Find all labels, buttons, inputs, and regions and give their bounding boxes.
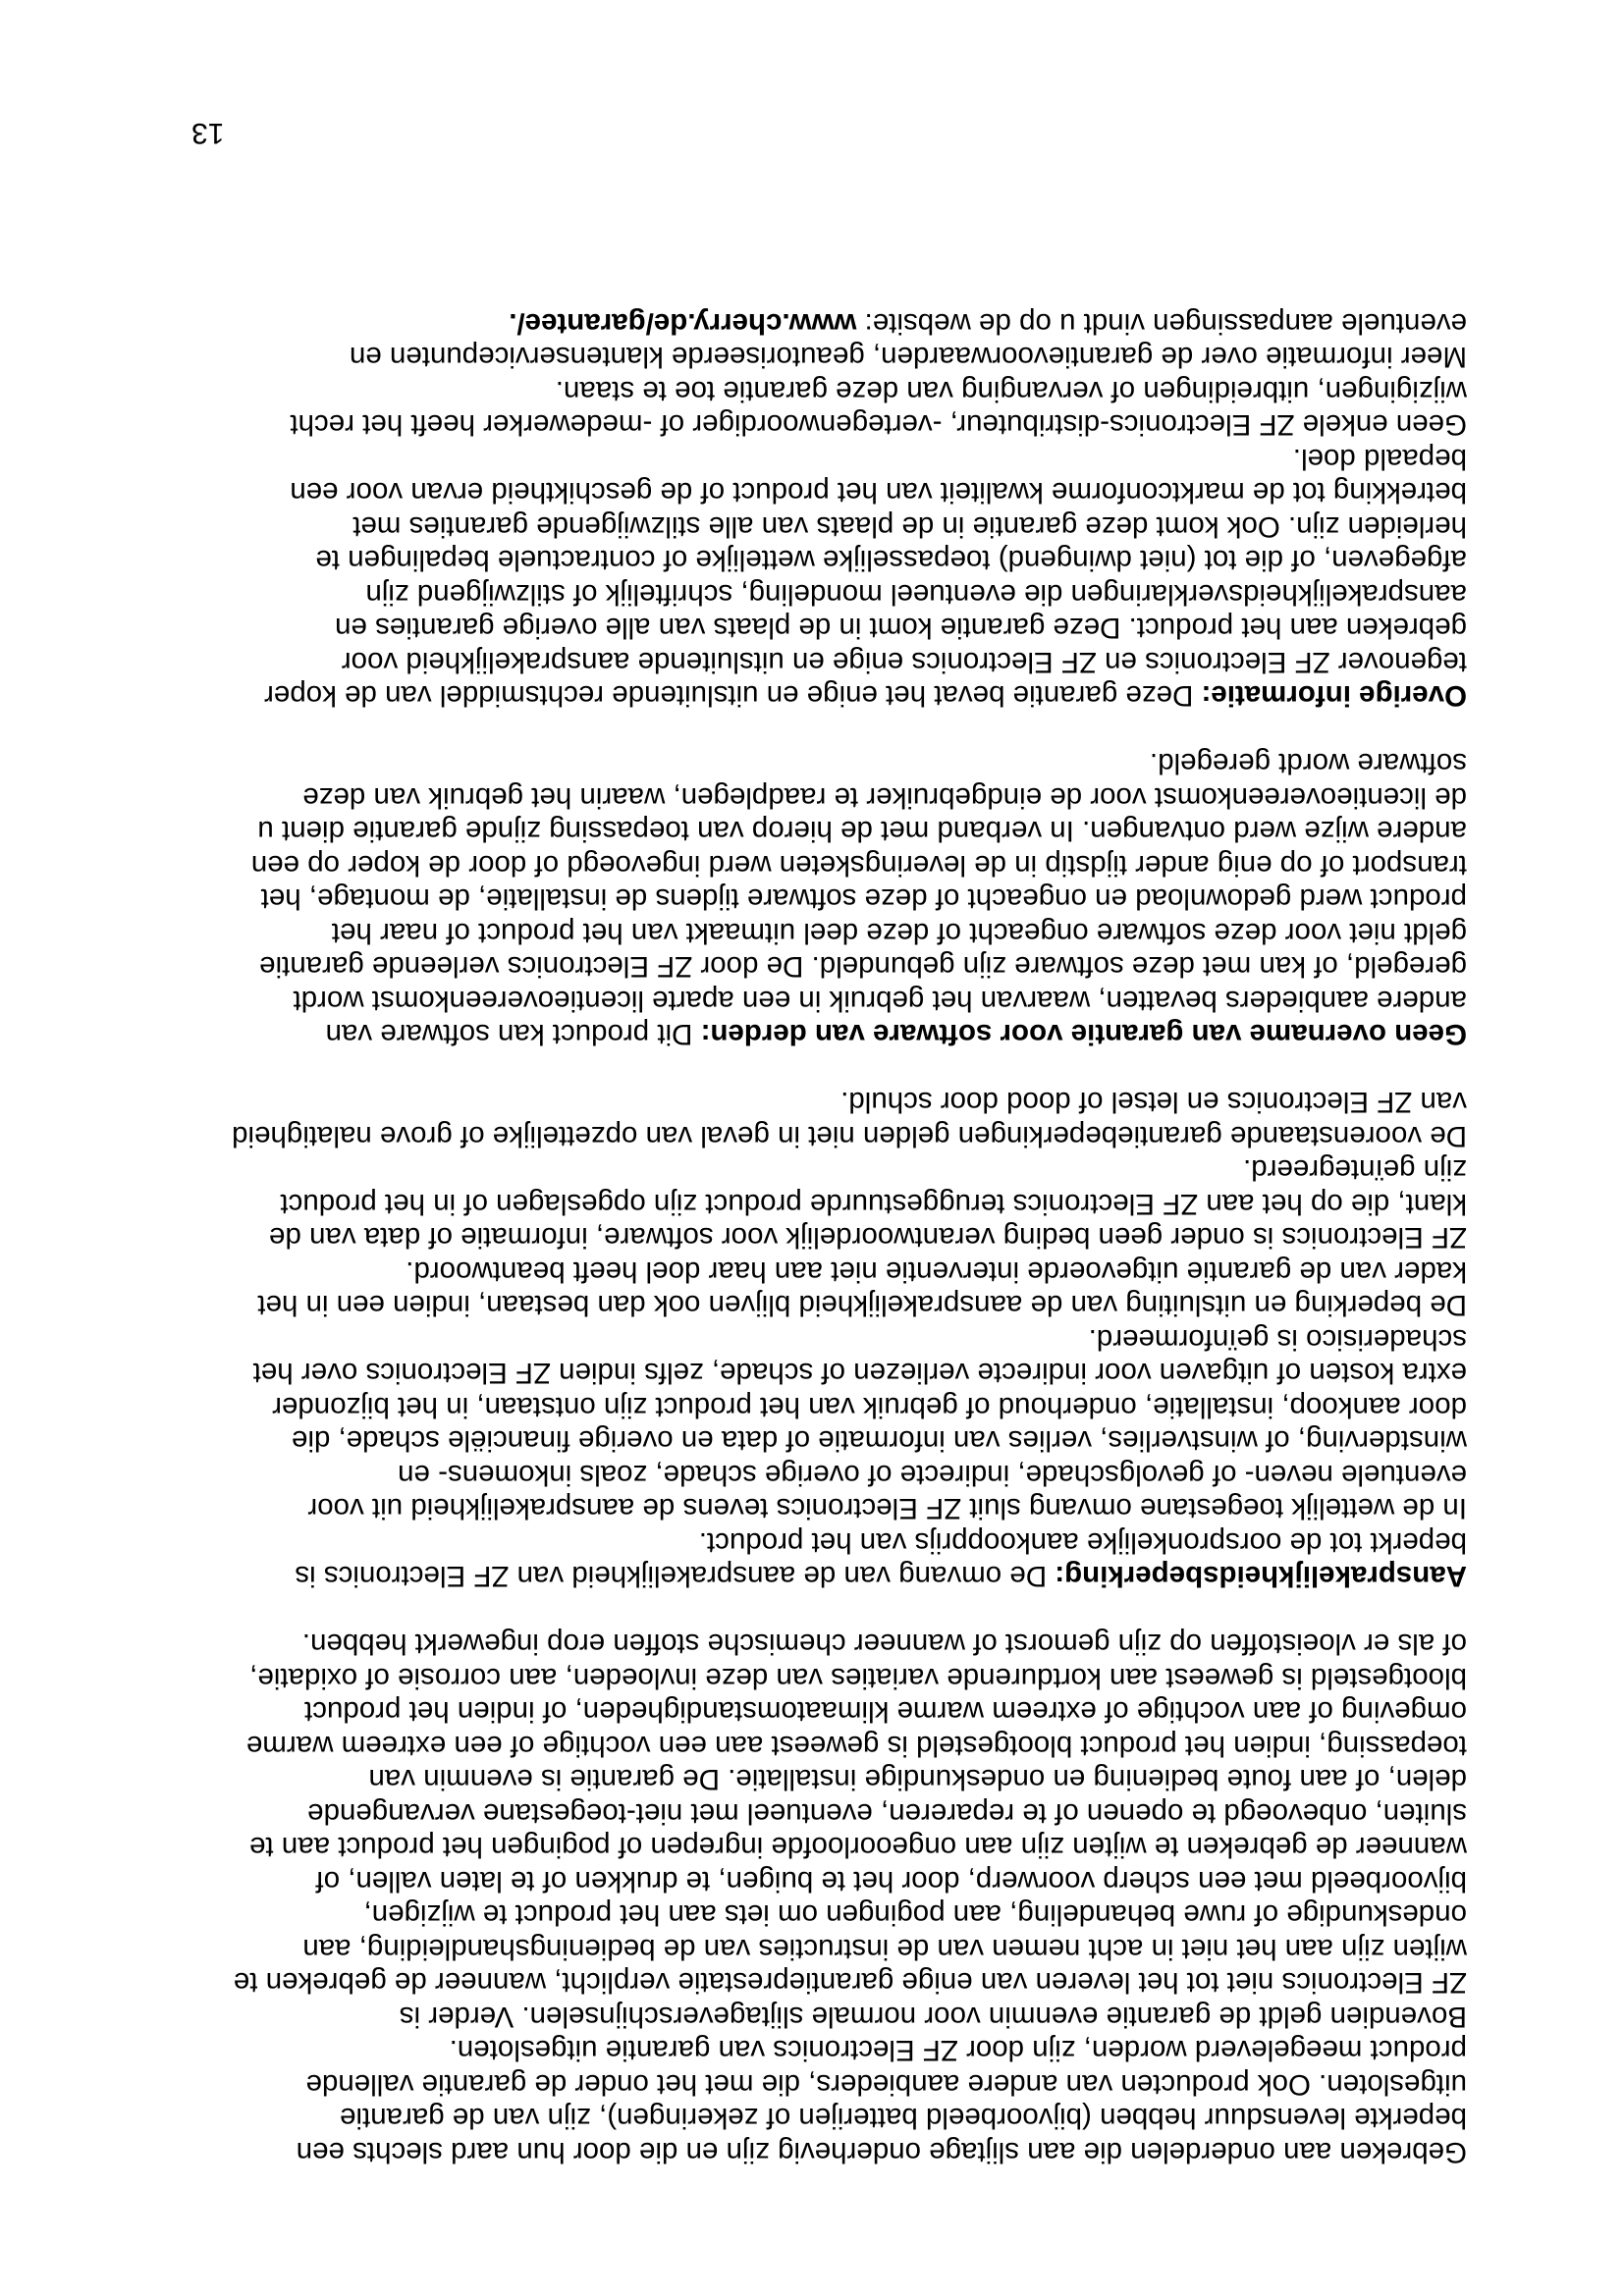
text-line: transport of op enig ander tijdstip in de leveringsketen werd ingevoegd of door de koper op een [250,849,1467,881]
text-line: wanneer de gebreken te wijten zijn aan ongeoorloofde ingrepen of pogingen het product aan te [249,1831,1467,1864]
text-line: van ZF Electronics en letsel of dood door schuld. [840,1086,1467,1119]
text-line: ZF Electronics is onder geen beding verantwoordelijk voor software, informatie of data van de [269,1221,1467,1255]
paragraph-defect-exclusions [112,1627,1467,2168]
text-run: eventuele aanpassingen vindt u op de website: [864,307,1467,340]
text-line: afgegeven, of die tot (niet dwingend) toepasselijke wettelijke of contractuele bepalingen te [315,544,1467,577]
text-run: Deze garantie bevat het enige en uitsluitende rechtsmiddel van de koper [264,679,1194,713]
text-line: de licentieovereenkomst voor de eindgebruiker te raadplegen, waarin het gebruik van deze [302,781,1467,814]
text-line: In de wettelijk toegestane omvang sluit ZF Electronics tevens de aansprakelijkheid uit voor [307,1492,1467,1525]
text-line: delen, of aan foute bediening en ondeskundige installatie. De garantie is evenmin van [368,1763,1467,1796]
text-line: toepassing, indien het product blootgesteld is geweest aan een vochtige of een extreem warme [245,1730,1467,1762]
text-line: gebreken aan het product. Deze garantie komt in de plaats van alle overige garanties en [335,612,1467,645]
text-line: door aankoop, installatie, onderhoud of gebruik van het product zijn ontstaan, in het bijzonder [272,1391,1467,1423]
text-line: geregeld, of kan met deze software zijn gebundeld. De door ZF Electronics verleende garantie [259,950,1467,984]
text-run: De omvang van de aansprakelijkheid van ZF Electronics is [295,1560,1048,1593]
text-line: ondeskundige of ruwe behandeling, aan pogingen om iets aan het product te wijzigen, [363,1898,1467,1932]
page-number: 13 [191,117,225,149]
text-line: winstderving, of winstverlies, verlies van informatie of data en overige financiële schade, die [291,1424,1467,1458]
text-line [112,306,1467,341]
text-line: uitgesloten. Ook producten van andere aanbieders, die met het onder de garantie vallende [305,2068,1467,2101]
text-line: wijten zijn aan het niet in acht nemen van de instructies van de bedieningshandleiding, aan [302,1933,1467,1965]
paragraph-other-information [112,306,1467,713]
text-line [112,1017,1467,1051]
text-line: zijn geïntegreerd. [1243,1153,1467,1187]
text-line: schaderisico is geïnformeerd. [1088,1323,1467,1356]
text-line: software wordt geregeld. [1149,747,1467,780]
text-line [112,1559,1467,1593]
text-line: kader van de garantie uitgevoerde interventie niet aan haar doel heeft beantwoord. [406,1255,1467,1288]
text-line: klant, die op het aan ZF Electronics teruggestuurde product zijn opgeslagen of in het product [280,1188,1467,1220]
text-line: andere wijze werd ontvangen. In verband met de hierop van toepassing zijnde garantie dient u [257,815,1467,848]
text-line: extra kosten of uitgaven voor indirecte verliezen of schade, zelfs indien ZF Electronics over het [252,1357,1467,1390]
text-line: andere aanbieders bevatten, waarvan het gebruik in een aparte licentieovereenkomst wordt [293,985,1467,1017]
text-line: wijzigingen, uitbreidingen of vervanging van deze garantie toe te staan. [555,375,1467,407]
text-line: herleiden zijn. Ook komt deze garantie in de plaats van alle stilzwijgende garanties met [352,510,1467,543]
paragraph-heading: Geen overname van garantie voor software van derden: [700,1018,1467,1051]
text-line: product werd gedownload en ongeacht of deze software tijdens de installatie, de montage, het [260,882,1467,916]
text-line: omgeving of aan vochtige of extreem warme klimaatomstandigheden, of indien het product [304,1695,1467,1729]
text-line: beperkt tot de oorspronkelijke aankoopprijs van het product. [698,1526,1467,1559]
text-line [112,678,1467,713]
paragraph-third-party-software [112,746,1467,1051]
text-line: De beperking en uitsluiting van de aansprakelijkheid blijven ook dan bestaan, indien een in het [257,1289,1467,1322]
text-line: Bovendien geldt de garantie evenmin voor normale slijtageverschijnselen. Verder is [399,2001,1467,2033]
text-line: product meegeleverd worden, zijn door ZF Electronics van garantie uitgesloten. [449,2034,1467,2067]
body-text [112,306,1467,2169]
text-line: beperkte levensduur hebben (bijvoorbeeld batterijen of zekeringen), zijn van de garantie [340,2102,1467,2135]
text-line: bepaald doel. [1292,443,1467,475]
paragraph-liability-limitation [112,1085,1467,1593]
text-line: ZF Electronics niet tot het leveren van enige garantieprestatie verplicht, wanneer de gebreken te [233,1966,1467,2000]
text-line: of als er vloeistoffen op zijn gemorst of wanneer chemische stoffen erop ingewerkt hebben. [301,1628,1467,1661]
text-line: Meer informatie over de garantievoorwaarden, geautoriseerde klantenservicepunten en [349,341,1467,374]
text-line: betrekking tot de marktconforme kwaliteit van het product of de geschiktheid ervan voor een [290,476,1467,509]
paragraph-heading: Overige informatie: [1201,679,1467,713]
text-line: Gebreken aan onderdelen die aan slijtage onderhevig zijn en die door hun aard slechts een [296,2136,1467,2168]
text-line: aansprakelijkheidsverklaringen die eventueel mondeling, schriftelijk of stilzwijgend zijn [365,578,1467,611]
text-line: tegenover ZF Electronics en ZF Electronics enige en uitsluitende aansprakelijkheid voor [341,646,1467,678]
text-line: bijvoorbeeld met een scherp voorwerp, door het te buigen, te drukken of te laten vallen, of [315,1865,1467,1897]
text-line: De voorenstaande garantiebeperkingen gelden niet in geval van opzettelijke of grove nalatigheid [232,1120,1467,1152]
website-url: www.cherry.de/garantee/. [509,307,857,340]
text-line: sluiten, onbevoegd te openen of te repareren, eventueel met niet-toegestane vervangende [307,1797,1467,1830]
paragraph-heading: Aansprakelijkheidsbeperking: [1055,1560,1467,1593]
text-line: eventuele neven- of gevolgschade, indirecte of overige schade, zoals inkomens- en [398,1459,1467,1491]
text-line: blootgesteld is geweest aan kortdurende variaties van deze invloeden, aan corrosie of oxidatie, [249,1662,1467,1694]
text-line: geldt niet voor deze software ongeacht of deze deel uitmaakt van het product of naar het [331,917,1467,949]
text-line: Geen enkele ZF Electronics-distributeur, -vertegenwoordiger of -medewerker heeft het recht [290,408,1467,442]
text-run: Dit product kan software van [325,1018,693,1051]
